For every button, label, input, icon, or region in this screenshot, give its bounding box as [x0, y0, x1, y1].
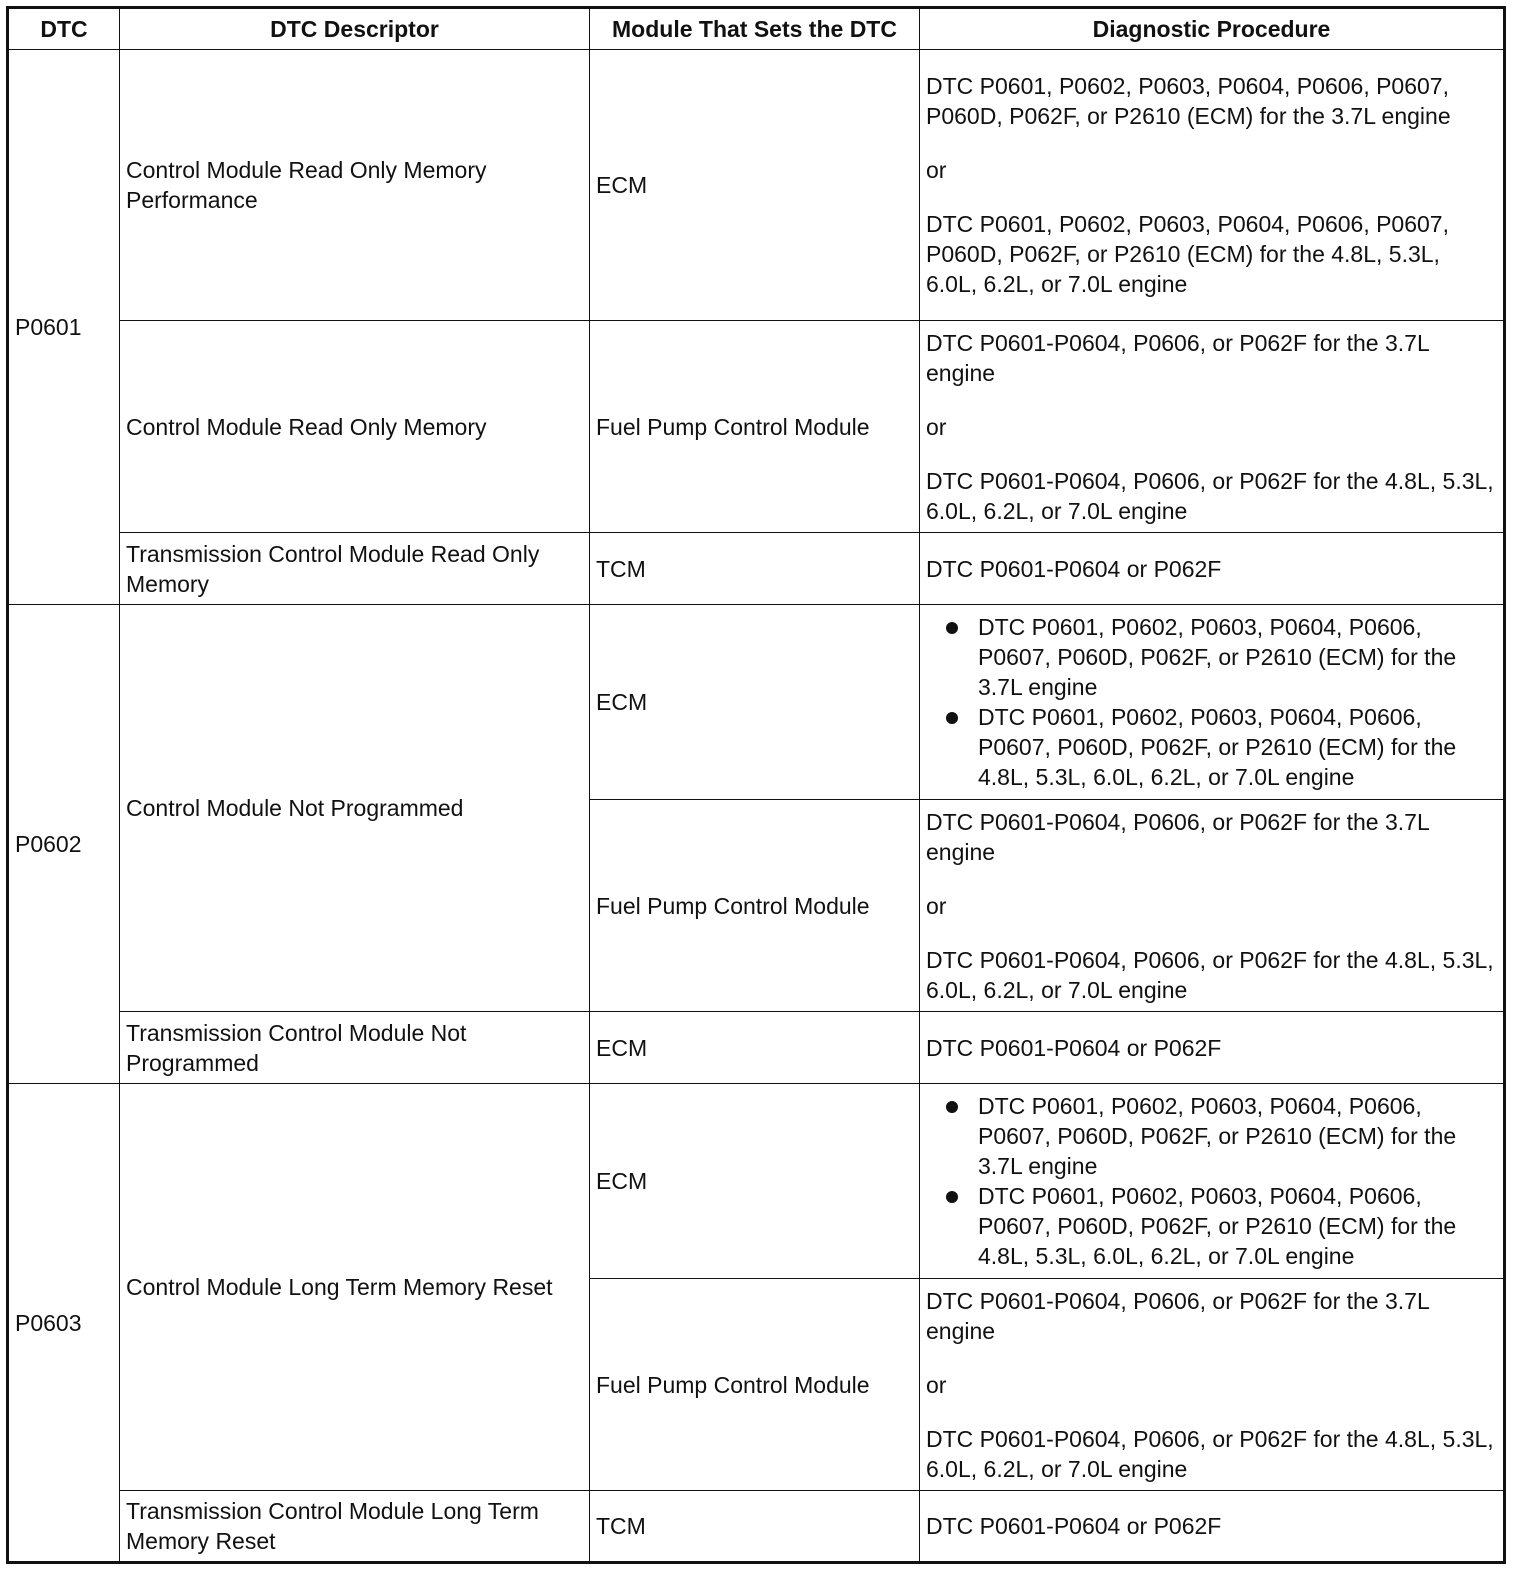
procedure-cell: DTC P0601-P0604 or P062F — [920, 1491, 1505, 1563]
procedure-cell — [920, 605, 1505, 800]
procedure-or: or — [926, 1371, 947, 1398]
descriptor-cell: Transmission Control Module Long Term Memory Reset — [120, 1491, 590, 1563]
header-procedure: Diagnostic Procedure — [920, 8, 1505, 50]
module-cell: ECM — [590, 605, 920, 800]
module-cell: ECM — [590, 1084, 920, 1279]
descriptor-cell: Control Module Long Term Memory Reset — [120, 1084, 590, 1491]
descriptor-cell: Control Module Read Only Memory Performance — [120, 50, 590, 321]
dtc-code-cell: P0602 — [8, 605, 120, 1084]
procedure-text: DTC P0601-P0604, P0606, or P062F for the 4.8L, 5.3L, 6.0L, 6.2L, or 7.0L engine — [926, 946, 1494, 1003]
procedure-text: DTC P0601-P0604, P0606, or P062F for the 3.7L engine — [926, 808, 1429, 865]
table-row — [8, 321, 1505, 533]
procedure-bullet-list — [926, 1091, 1497, 1271]
procedure-text: DTC P0601-P0604, P0606, or P062F for the 3.7L engine — [926, 329, 1429, 386]
table-row — [8, 1012, 1505, 1084]
procedure-or: or — [926, 892, 947, 919]
header-dtc: DTC — [8, 8, 120, 50]
module-cell: ECM — [590, 50, 920, 321]
module-cell: Fuel Pump Control Module — [590, 321, 920, 533]
procedure-cell — [920, 50, 1505, 321]
table-row — [8, 1084, 1505, 1279]
procedure-text: DTC P0601-P0604, P0606, or P062F for the 3.7L engine — [926, 1287, 1429, 1344]
procedure-text: DTC P0601, P0602, P0603, P0604, P0606, P0607, P060D, P062F, or P2610 (ECM) for the 3.7L engine — [926, 73, 1451, 129]
table-row — [8, 533, 1505, 605]
procedure-text: DTC P0601-P0604, P0606, or P062F for the 4.8L, 5.3L, 6.0L, 6.2L, or 7.0L engine — [926, 467, 1494, 524]
procedure-bullet: DTC P0601, P0602, P0603, P0604, P0606, P0607, P060D, P062F, or P2610 (ECM) for the 3.7L engine — [978, 612, 1497, 702]
dtc-code-cell: P0601 — [8, 50, 120, 605]
module-cell: Fuel Pump Control Module — [590, 800, 920, 1012]
table-row — [8, 50, 1505, 321]
descriptor-cell: Control Module Not Programmed — [120, 605, 590, 1012]
procedure-text: DTC P0601-P0604, P0606, or P062F for the 4.8L, 5.3L, 6.0L, 6.2L, or 7.0L engine — [926, 1425, 1494, 1482]
procedure-cell: DTC P0601-P0604 or P062F — [920, 533, 1505, 605]
module-cell: TCM — [590, 1491, 920, 1563]
table-row — [8, 1491, 1505, 1563]
procedure-bullet: DTC P0601, P0602, P0603, P0604, P0606, P0607, P060D, P062F, or P2610 (ECM) for the 4.8L, 5.3L, 6.0L, 6.2L, or 7.0L engine — [978, 702, 1497, 792]
procedure-text: DTC P0601, P0602, P0603, P0604, P0606, P0607, P060D, P062F, or P2610 (ECM) for the 4.8L, 5.3L, 6.0L, 6.2L, or 7.0L engine — [926, 211, 1449, 297]
header-module: Module That Sets the DTC — [590, 8, 920, 50]
module-cell: Fuel Pump Control Module — [590, 1279, 920, 1491]
descriptor-cell: Transmission Control Module Not Programmed — [120, 1012, 590, 1084]
module-cell: ECM — [590, 1012, 920, 1084]
dtc-code-cell: P0603 — [8, 1084, 120, 1563]
procedure-or: or — [926, 157, 947, 183]
procedure-cell — [920, 321, 1505, 533]
procedure-cell: DTC P0601-P0604 or P062F — [920, 1012, 1505, 1084]
procedure-cell — [920, 1279, 1505, 1491]
table-header-row — [8, 8, 1505, 50]
procedure-bullet: DTC P0601, P0602, P0603, P0604, P0606, P0607, P060D, P062F, or P2610 (ECM) for the 3.7L engine — [978, 1091, 1497, 1181]
procedure-bullet: DTC P0601, P0602, P0603, P0604, P0606, P0607, P060D, P062F, or P2610 (ECM) for the 4.8L, 5.3L, 6.0L, 6.2L, or 7.0L engine — [978, 1181, 1497, 1271]
procedure-cell — [920, 800, 1505, 1012]
dtc-table — [6, 6, 1506, 1564]
procedure-cell — [920, 1084, 1505, 1279]
header-descriptor: DTC Descriptor — [120, 8, 590, 50]
procedure-bullet-list — [926, 612, 1497, 792]
descriptor-cell: Transmission Control Module Read Only Memory — [120, 533, 590, 605]
table-row — [8, 605, 1505, 800]
descriptor-cell: Control Module Read Only Memory — [120, 321, 590, 533]
module-cell: TCM — [590, 533, 920, 605]
procedure-or: or — [926, 413, 947, 440]
